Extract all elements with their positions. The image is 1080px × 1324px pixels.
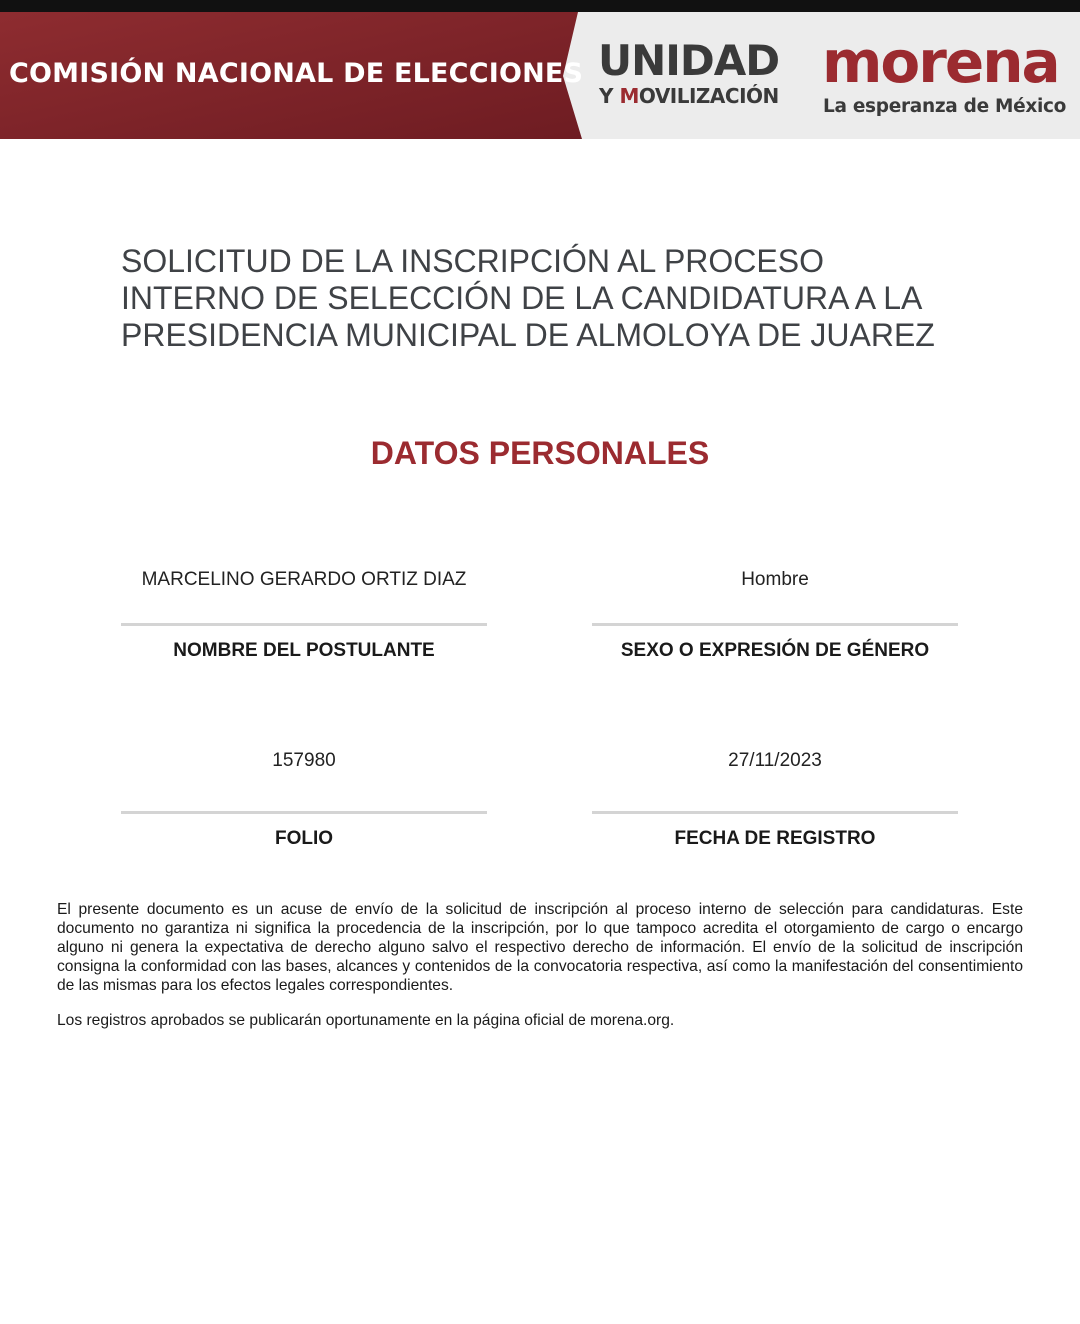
top-black-strip <box>0 0 1080 12</box>
document-header <box>0 12 1080 139</box>
gender-value: Hombre <box>741 569 809 590</box>
folio-label: FOLIO <box>274 828 334 849</box>
publication-note: Los registros aprobados se publicarán oportunamente en la página oficial de morena.org. <box>57 1012 675 1029</box>
applicant-name-value: MARCELINO GERARDO ORTIZ DIAZ <box>141 569 467 590</box>
morena-logo-tagline: La esperanza de México <box>823 96 1067 117</box>
section-heading: DATOS PERSONALES <box>370 435 710 471</box>
applicant-name-field <box>121 567 487 661</box>
gender-field <box>592 567 958 661</box>
applicant-name-underline <box>121 623 487 626</box>
registration-date-label: FECHA DE REGISTRO <box>674 828 876 849</box>
gender-underline <box>592 623 958 626</box>
applicant-name-label: NOMBRE DEL POSTULANTE <box>173 640 435 661</box>
disclaimer-paragraph: El presente documento es un acuse de envío de la solicitud de inscripción al proceso interno de selección para candidaturas. Este documento no garantiza ni significa la procedencia de la inscripción, por lo que tampoco acredita el otorgamiento de cargo o encargo alguno ni genera la expectativa de derecho alguno salvo el respectivo derecho de información. El envío de la solicitud de inscripción consigna la conformidad con las bases, alcances y contenidos de la convocatoria respectiva, así como la manifestación del consentimiento de las mismas para los efectos legales correspondientes. <box>57 901 1023 994</box>
unidad-logo-sub: Y MOVILIZACIÓN <box>599 84 779 108</box>
registration-date-field <box>592 748 958 849</box>
registration-date-value: 27/11/2023 <box>728 750 822 771</box>
gender-label: SEXO O EXPRESIÓN DE GÉNERO <box>620 640 930 661</box>
unidad-logo-main: UNIDAD <box>598 36 780 85</box>
morena-logo-word: morena <box>822 28 1059 96</box>
commission-title: COMISIÓN NACIONAL DE ELECCIONES <box>9 58 584 89</box>
morena-logo <box>822 28 1067 124</box>
unidad-movilizacion-logo <box>598 36 798 120</box>
folio-field <box>121 748 487 849</box>
registration-date-underline <box>592 811 958 814</box>
folio-underline <box>121 811 487 814</box>
document-title: SOLICITUD DE LA INSCRIPCIÓN AL PROCESO INTERNO DE SELECCIÓN DE LA CANDIDATURA A LA PRESIDENCIA MUNICIPAL DE ALMOLOYA DE JUAREZ <box>121 243 935 353</box>
folio-value: 157980 <box>272 750 336 771</box>
